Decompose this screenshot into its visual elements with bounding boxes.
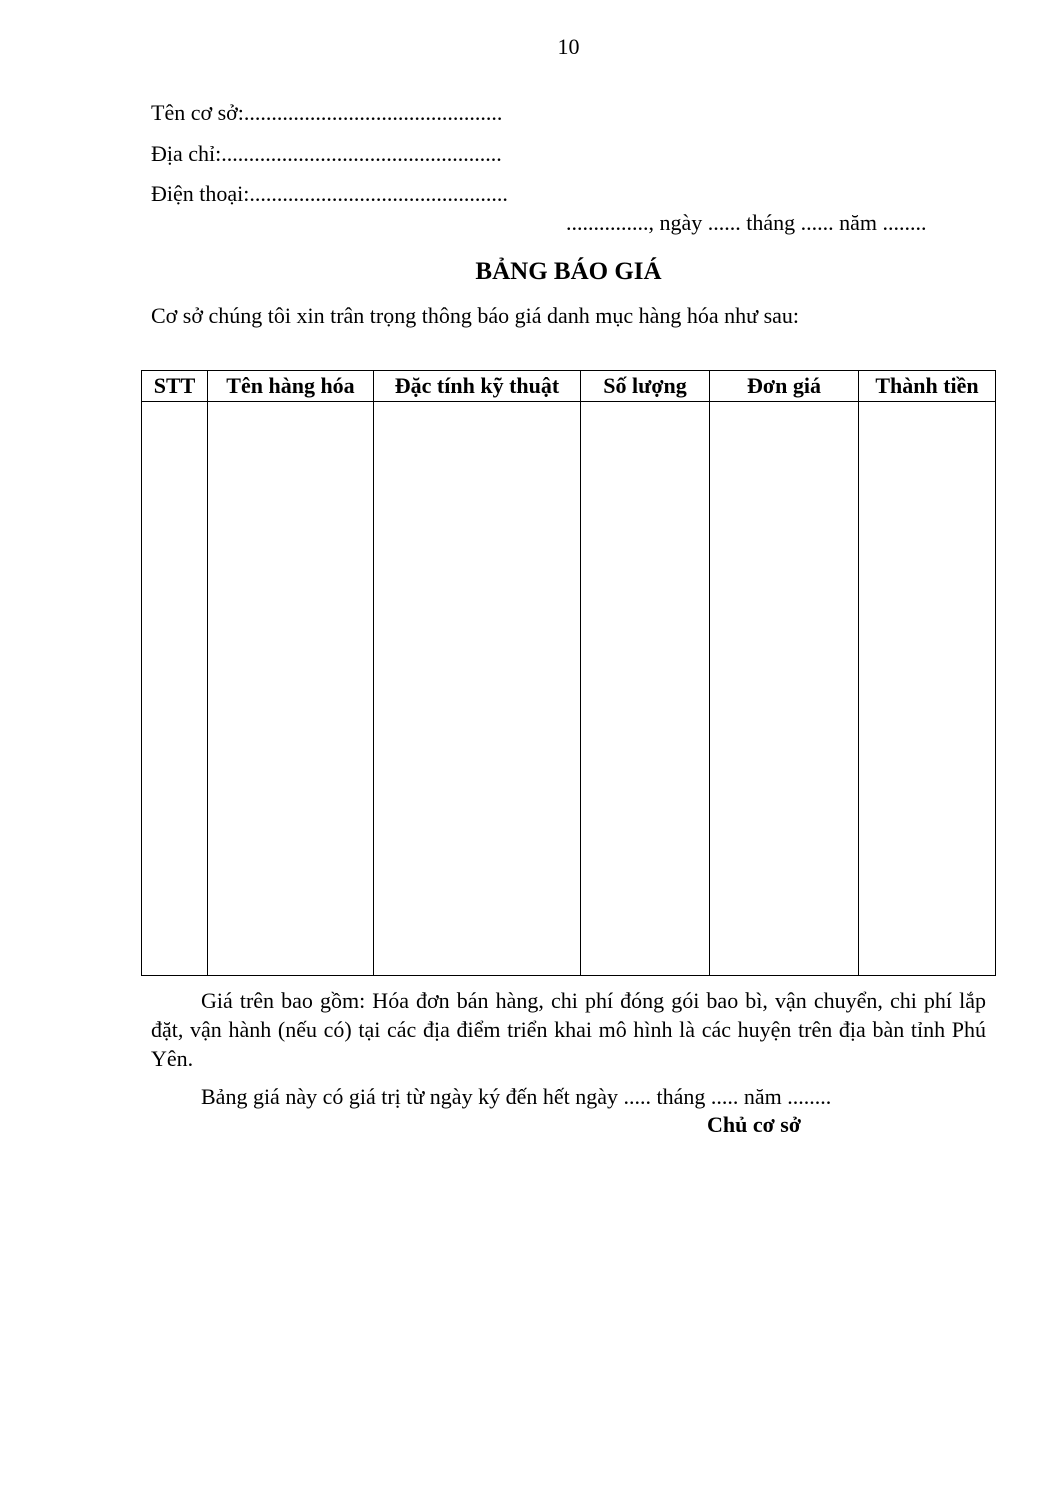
facility-phone-line: Điện thoại:...............................................: [151, 181, 508, 206]
cell-item-name: [208, 402, 374, 976]
validity-line: Bảng giá này có giá trị từ ngày ký đến hết ngày ..... tháng ..... năm ........: [201, 1084, 832, 1109]
cell-specs: [374, 402, 581, 976]
cell-quantity: [581, 402, 710, 976]
table-row: [142, 402, 996, 976]
cell-total: [859, 402, 996, 976]
cell-stt: [142, 402, 208, 976]
facility-address-line: Địa chỉ:...................................................: [151, 141, 502, 166]
table-header-row: [142, 371, 996, 402]
date-line: ..............., ngày ...... tháng ...... năm ........: [566, 210, 927, 235]
price-table: [141, 370, 996, 976]
header-stt: STT: [142, 371, 208, 402]
intro-text: Cơ sở chúng tôi xin trân trọng thông báo giá danh mục hàng hóa như sau:: [151, 303, 800, 328]
header-quantity: Số lượng: [581, 371, 710, 402]
facility-name-line: Tên cơ sở:...............................................: [151, 100, 503, 125]
signer-label: Chủ cơ sở: [707, 1112, 802, 1137]
header-specs: Đặc tính kỹ thuật: [374, 371, 581, 402]
document-title: BẢNG BÁO GIÁ: [475, 258, 662, 285]
header-total: Thành tiền: [859, 371, 996, 402]
price-note: Giá trên bao gồm: Hóa đơn bán hàng, chi phí đóng gói bao bì, vận chuyển, chi phí lắp đặt, vận hành (nếu có) tại các địa điểm triển khai mô hình là các huyện trên địa bàn tỉnh Phú Yên.: [151, 988, 986, 1071]
header-item-name: Tên hàng hóa: [208, 371, 374, 402]
header-unit-price: Đơn giá: [710, 371, 859, 402]
page-number: 10: [557, 34, 580, 59]
cell-unit-price: [710, 402, 859, 976]
